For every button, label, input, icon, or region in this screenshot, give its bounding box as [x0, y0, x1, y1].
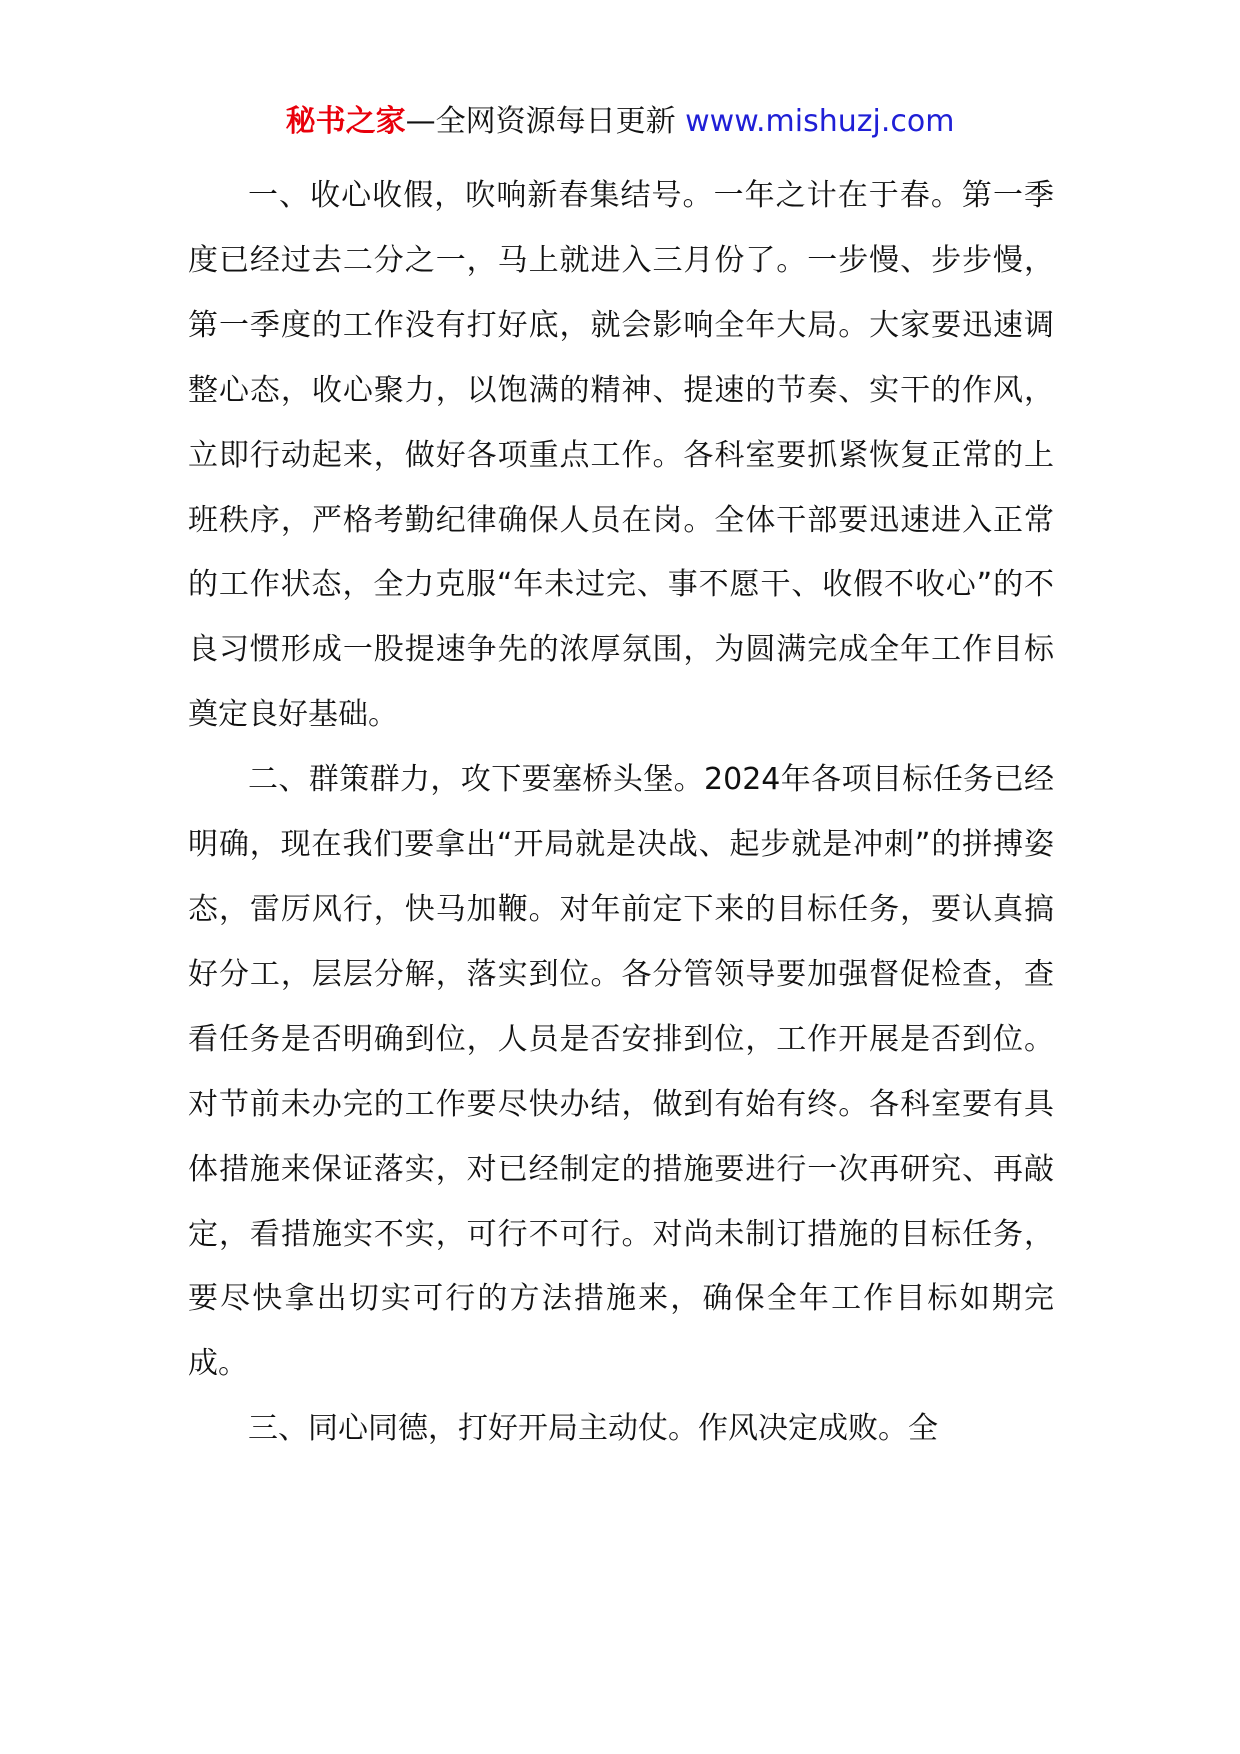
paragraph-3: 三、同心同德，打好开局主动仗。作风决定成败。全: [248, 1411, 938, 1447]
document-body: [188, 164, 1054, 1462]
paragraph-1: 一、收心收假，吹响新春集结号。一年之计在于春。第一季度已经过去二分之一，马上就进入三月份了。一步慢、步步慢，第一季度的工作没有打好底，就会影响全年大局。大家要迅速调整心态，收心聚力，以饱满的精神、提速的节奏、实干的作风，立即行动起来，做好各项重点工作。各科室要抓紧恢复正常的上班秩序，严格考勤纪律确保人员在岗。全体干部要迅速进入正常的工作状态，全力克服“年未过完、事不愿干、收假不收心”的不良习惯形成一股提速争先的浓厚氛围，为圆满完成全年工作目标奠定良好基础。: [188, 178, 1054, 733]
brand-name: 秘书之家: [285, 104, 406, 139]
paragraph-2: 二、群策群力，攻下要塞桥头堡。2024年各项目标任务已经明确，现在我们要拿出“开局就是决战、起步就是冲刺”的拼搏姿态，雷厉风行，快马加鞭。对年前定下来的目标任务，要认真搞好分工，层层分解，落实到位。各分管领导要加强督促检查，查看任务是否明确到位，人员是否安排到位，工作开展是否到位。对节前未办完的工作要尽快办结，做到有始有终。各科室要有具体措施来保证落实，对已经制定的措施要进行一次再研究、再敲定，看措施实不实，可行不可行。对尚未制订措施的目标任务，要尽快拿出切实可行的方法措施来，确保全年工作目标如期完成。: [188, 762, 1054, 1382]
header-tagline: —全网资源每日更新: [405, 104, 686, 139]
page-header: [0, 100, 1240, 144]
website-link[interactable]: www.mishuzj.com: [685, 104, 955, 139]
